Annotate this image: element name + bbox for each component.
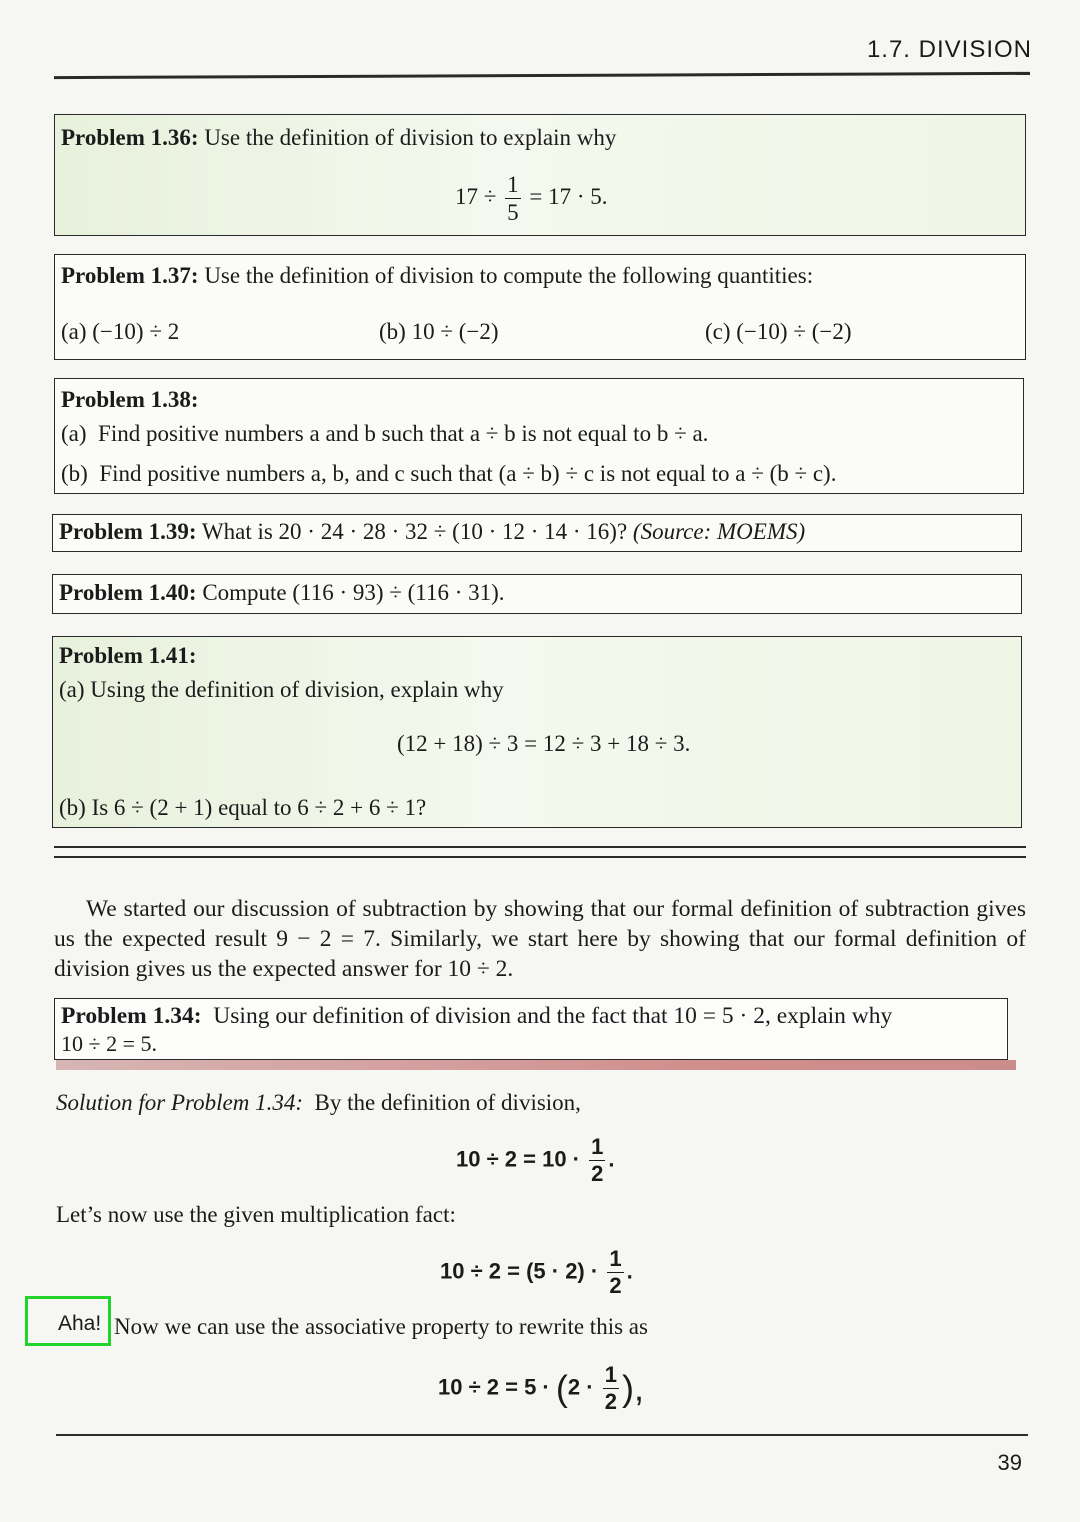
problem-1-38-part-b [61, 461, 836, 487]
problem-1-38-title: Problem 1.38: [61, 387, 199, 412]
aha-label: Aha! [58, 1312, 102, 1335]
problem-title: Problem 1.40: [59, 580, 197, 605]
fraction-denominator: 2 [609, 1273, 622, 1298]
fraction-denominator: 5 [507, 200, 519, 225]
problem-1-34-shadow [56, 1060, 1016, 1070]
problem-source: (Source: MOEMS) [632, 519, 806, 544]
problem-1-37-part-a: (a) (−10) ÷ 2 [61, 319, 180, 344]
equation-inner: 2 · [567, 1374, 594, 1400]
problem-1-38-box [54, 378, 1024, 494]
part-text: Find positive numbers a, b, and c such that (a ÷ b) ÷ c is not equal to a ÷ (b ÷ c). [99, 461, 837, 486]
page-number: 39 [997, 1450, 1022, 1475]
problem-1-39-box [52, 514, 1022, 552]
solution-label: Solution for Problem 1.34: [56, 1090, 304, 1115]
section-rule-lower [54, 856, 1026, 858]
problem-title: Problem 1.39: [59, 519, 197, 544]
equation-right: = 17 · 5. [529, 183, 608, 209]
problem-title: Problem 1.36: [61, 125, 199, 150]
problem-1-40-box [52, 574, 1022, 614]
fraction-numerator: 1 [507, 172, 519, 197]
problem-1-41-title: Problem 1.41: [59, 643, 197, 668]
problem-1-38-part-a [61, 421, 708, 447]
problem-1-34-line2: 10 ÷ 2 = 5. [61, 1031, 157, 1056]
paren-open: ( [555, 1367, 568, 1409]
section-rule-upper [54, 846, 1026, 848]
problem-1-39-line [59, 519, 805, 545]
fraction-numerator: 1 [591, 1134, 604, 1159]
equation-left: 10 ÷ 2 = (5 · 2) · [440, 1258, 599, 1284]
fraction-numerator: 1 [609, 1246, 622, 1271]
problem-1-41-equation: (12 + 18) ÷ 3 = 12 ÷ 3 + 18 ÷ 3. [397, 731, 691, 756]
problem-1-41-part-b: (b) Is 6 ÷ (2 + 1) equal to 6 ÷ 2 + 6 ÷ 1? [59, 795, 427, 820]
problem-1-34-line1 [61, 1003, 892, 1030]
problem-1-37-heading [61, 263, 813, 289]
problem-text: Use the definition of division to compute the following quantities: [204, 263, 814, 288]
problem-1-37-part-c: (c) (−10) ÷ (−2) [705, 319, 852, 344]
fraction-half [589, 1136, 605, 1185]
paren-close: ), [621, 1367, 644, 1409]
problem-1-41-part-a: (a) Using the definition of division, explain why [59, 677, 504, 702]
fraction-denominator: 2 [591, 1161, 604, 1186]
header-rule [54, 72, 1030, 79]
problem-text: Use the definition of division to explain why [204, 125, 617, 150]
fraction-numerator: 1 [604, 1362, 617, 1387]
problem-text: Using our definition of division and the fact that 10 = 5 · 2, explain why [213, 1003, 893, 1029]
fraction [505, 173, 521, 224]
part-label: (a) [61, 421, 87, 446]
solution-text: By the definition of division, [314, 1090, 581, 1115]
part-text: Find positive numbers a and b such that a ÷ b is not equal to b ÷ a. [98, 421, 709, 446]
solution-line [56, 1090, 581, 1116]
footer-rule [56, 1434, 1028, 1436]
problem-1-36-heading [61, 125, 616, 151]
equation-end: . [608, 1146, 615, 1172]
fraction-half [603, 1364, 619, 1413]
solution-line-3: Now we can use the associative property to rewrite this as [114, 1314, 648, 1339]
equation-1 [456, 1136, 615, 1185]
fraction-denominator: 2 [604, 1389, 617, 1414]
fraction-half [607, 1248, 623, 1297]
problem-title: Problem 1.34: [61, 1003, 202, 1029]
equation-2 [440, 1248, 633, 1297]
part-label: (b) [61, 461, 88, 486]
solution-line-2: Let’s now use the given multiplication fact: [56, 1202, 456, 1227]
problem-1-34-box [54, 998, 1008, 1060]
equation-end: . [626, 1258, 633, 1284]
equation-left: 10 ÷ 2 = 10 · [456, 1146, 580, 1172]
problem-1-41-box [52, 636, 1022, 828]
problem-1-37-part-b: (b) 10 ÷ (−2) [379, 319, 499, 344]
problem-title: Problem 1.37: [61, 263, 199, 288]
equation-left: 17 ÷ [455, 183, 497, 209]
intro-paragraph: We started our discussion of subtraction by showing that our formal definition of subtraction gives us the expected result 9 − 2 = 7. Similarly, we start here by showing that our formal definition of division gives us the expected answer for 10 ÷ 2. [54, 896, 1026, 982]
problem-1-36-equation [455, 173, 608, 224]
problem-1-36-box [54, 114, 1026, 236]
section-header: 1.7. DIVISION [866, 36, 1032, 63]
equation-left: 10 ÷ 2 = 5 · [438, 1374, 550, 1400]
problem-text: What is 20 · 24 · 28 · 32 ÷ (10 · 12 · 14 · 16)? [201, 519, 628, 544]
problem-1-37-box [54, 254, 1026, 360]
problem-1-40-line [59, 580, 505, 606]
equation-3 [438, 1364, 644, 1413]
problem-text: Compute (116 · 93) ÷ (116 · 31). [202, 580, 505, 605]
